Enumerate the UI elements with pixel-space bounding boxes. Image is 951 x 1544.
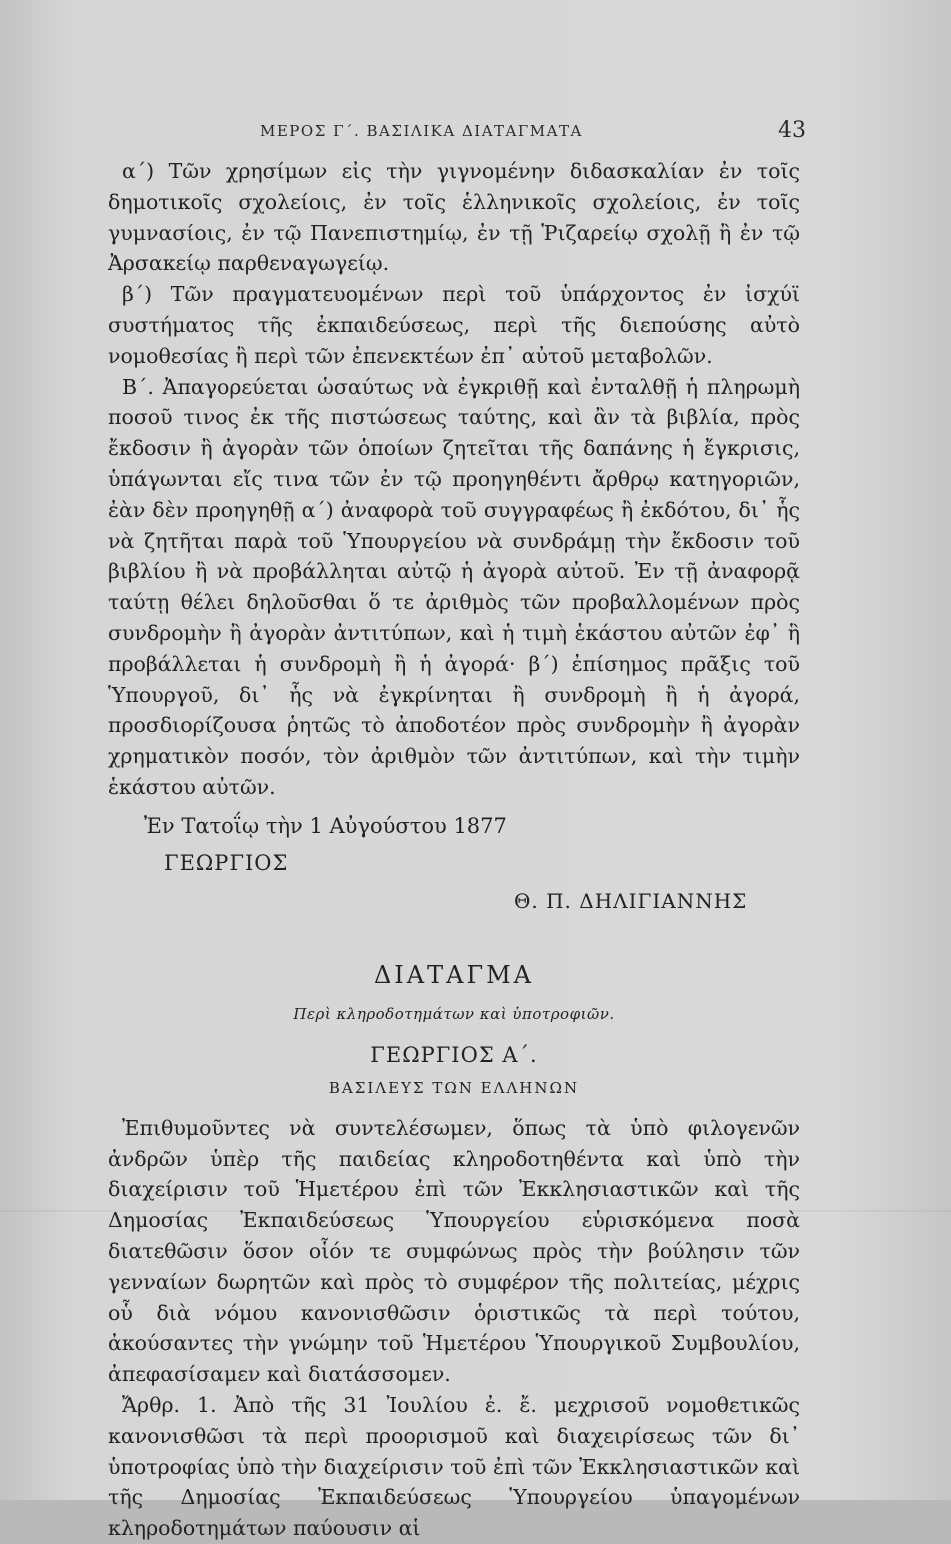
- paragraph-a: α΄) Τῶν χρησίμων εἰς τὴν γιγνομένην διδασκαλίαν ἐν τοῖς δημοτικοῖς σχολείοις, ἐν τοῖς ἑλληνικοῖς σχολείοις, ἐν τοῖς γυμνασίοις, ἐν τῷ Πανεπιστημίῳ, ἐν τῇ Ῥιζαρείῳ σχολῇ ἢ ἐν τῷ Ἀρσακείῳ παρθεναγωγείῳ.: [108, 159, 800, 276]
- paragraph-article-1: Ἄρθρ. 1. Ἀπὸ τῆς 31 Ἰουλίου ἐ. ἔ. μεχρισοῦ νομοθετικῶς κανονισθῶσι τὰ περὶ προορισμοῦ καὶ διαχειρίσεως τῶν δι᾽ ὑποτροφίας ὑπὸ τὴν διαχείρισιν τοῦ ἐπὶ τῶν Ἐκκλησιαστικῶν καὶ τῆς Δημοσίας Ἐκπαιδεύσεως Ὑπουργείου ὑπαγομένων κληροδοτημάτων παύουσιν αἱ: [108, 1392, 800, 1541]
- paragraph-b: β΄) Τῶν πραγματευομένων περὶ τοῦ ὑπάρχοντος ἐν ἰσχύϊ συστήματος τῆς ἐκπαιδεύσεως, περὶ τῆς διεπούσης αὐτὸ νομοθεσίας ἢ περὶ τῶν ἐπενεκτέων ἐπ᾽ αὐτοῦ μεταβολῶν.: [108, 282, 800, 368]
- king-title: ΒΑΣΙΛΕΥΣ ΤΩΝ ΕΛΛΗΝΩΝ: [328, 1078, 580, 1097]
- decree-title: ΔΙΑΤΑΓΜΑ: [373, 960, 535, 989]
- signature-king: ΓΕΩΡΓΙΟΣ: [164, 850, 289, 875]
- running-head: [108, 118, 806, 148]
- king-name: ΓΕΩΡΓΙΟΣ Α΄.: [370, 1042, 538, 1067]
- page-number: 43: [778, 118, 806, 143]
- paragraph-article-b: Β΄. Ἀπαγορεύεται ὡσαύτως νὰ ἐγκριθῇ καὶ ἐνταλθῇ ἡ πληρωμὴ ποσοῦ τινος ἐκ τῆς πιστώσεως ταύτης, καὶ ἂν τὰ βιβλία, πρὸς ἔκδοσιν ἢ ἀγορὰν τῶν ὁποίων ζητεῖται τῆς δαπάνης ἡ ἔγκρισις, ὑπάγωνται εἴς τινα τῶν ἐν τῷ προηγηθέντι ἄρθρῳ κατηγοριῶν, ἐὰν δὲν προηγηθῇ α΄) ἀναφορὰ τοῦ συγγραφέως ἢ ἐκδότου, δι᾽ ἧς νὰ ζητῆται παρὰ τοῦ Ὑπουργείου νὰ συνδράμῃ τὴν ἔκδοσιν τοῦ βιβλίου ἢ νὰ προβάλληται αὐτῷ ἡ ἀγορὰ αὐτοῦ. Ἐν τῇ ἀναφορᾷ ταύτῃ θέλει δηλοῦσθαι ὅ τε ἀριθμὸς τῶν προβαλλομένων πρὸς συνδρομὴν ἢ ἀγορὰν ἀντιτύπων, καὶ ἡ τιμὴ ἑκάστου αὐτῶν ἐφ᾽ ἣ προβάλλεται ἡ συνδρομὴ ἢ ἡ ἀγορά· β΄) ἐπίσημος πρᾶξις τοῦ Ὑπουργοῦ, δι᾽ ἧς νὰ ἐγκρίνηται ἢ συνδρομὴ ἢ ἡ ἀγορά, προσδιορίζουσα ῥητῶς τὸ ἀποδοτέον πρὸς συνδρομὴν ἢ ἀγορὰν χρηματικὸν ποσόν, τὸν ἀριθμὸν τῶν ἀντιτύπων, καὶ τὴν τιμὴν ἑκάστου αὐτῶν.: [108, 374, 800, 799]
- page-content: [108, 118, 806, 1544]
- dateline: Ἐν Τατοΐῳ τὴν 1 Αὐγούστου 1877: [144, 813, 507, 838]
- decree-subtitle: Περὶ κληροδοτημάτων καὶ ὑποτροφιῶν.: [293, 1004, 615, 1023]
- running-head-title: ΜΕΡΟΣ Γ΄. ΒΑΣΙΛΙΚΑ ΔΙΑΤΑΓΜΑΤΑ: [260, 122, 583, 140]
- paragraph-preamble: Ἐπιθυμοῦντες νὰ συντελέσωμεν, ὅπως τὰ ὑπὸ φιλογενῶν ἀνδρῶν ὑπὲρ τῆς παιδείας κληροδοτηθέντα καὶ ὑπὸ τὴν διαχείρισιν τοῦ Ἡμετέρου ἐπὶ τῶν Ἐκκλησιαστικῶν καὶ τῆς Δημοσίας Ἐκπαιδεύσεως Ὑπουργείου εὑρισκόμενα ποσὰ διατεθῶσιν ὅσον οἷόν τε συμφώνως πρὸς τὴν βούλησιν τῶν γενναίων δωρητῶν καὶ πρὸς τὸ συμφέρον τῆς πολιτείας, μέχρις οὗ διὰ νόμου κανονισθῶσιν ὁριστικῶς τὰ περὶ τούτου, ἀκούσαντες τὴν γνώμην τοῦ Ἡμετέρου Ὑπουργικοῦ Συμβουλίου, ἀπεφασίσαμεν καὶ διατάσσομεν.: [108, 1115, 800, 1387]
- signature-minister: Θ. Π. ΔΗΛΙΓΙΑΝΝΗΣ: [514, 888, 748, 913]
